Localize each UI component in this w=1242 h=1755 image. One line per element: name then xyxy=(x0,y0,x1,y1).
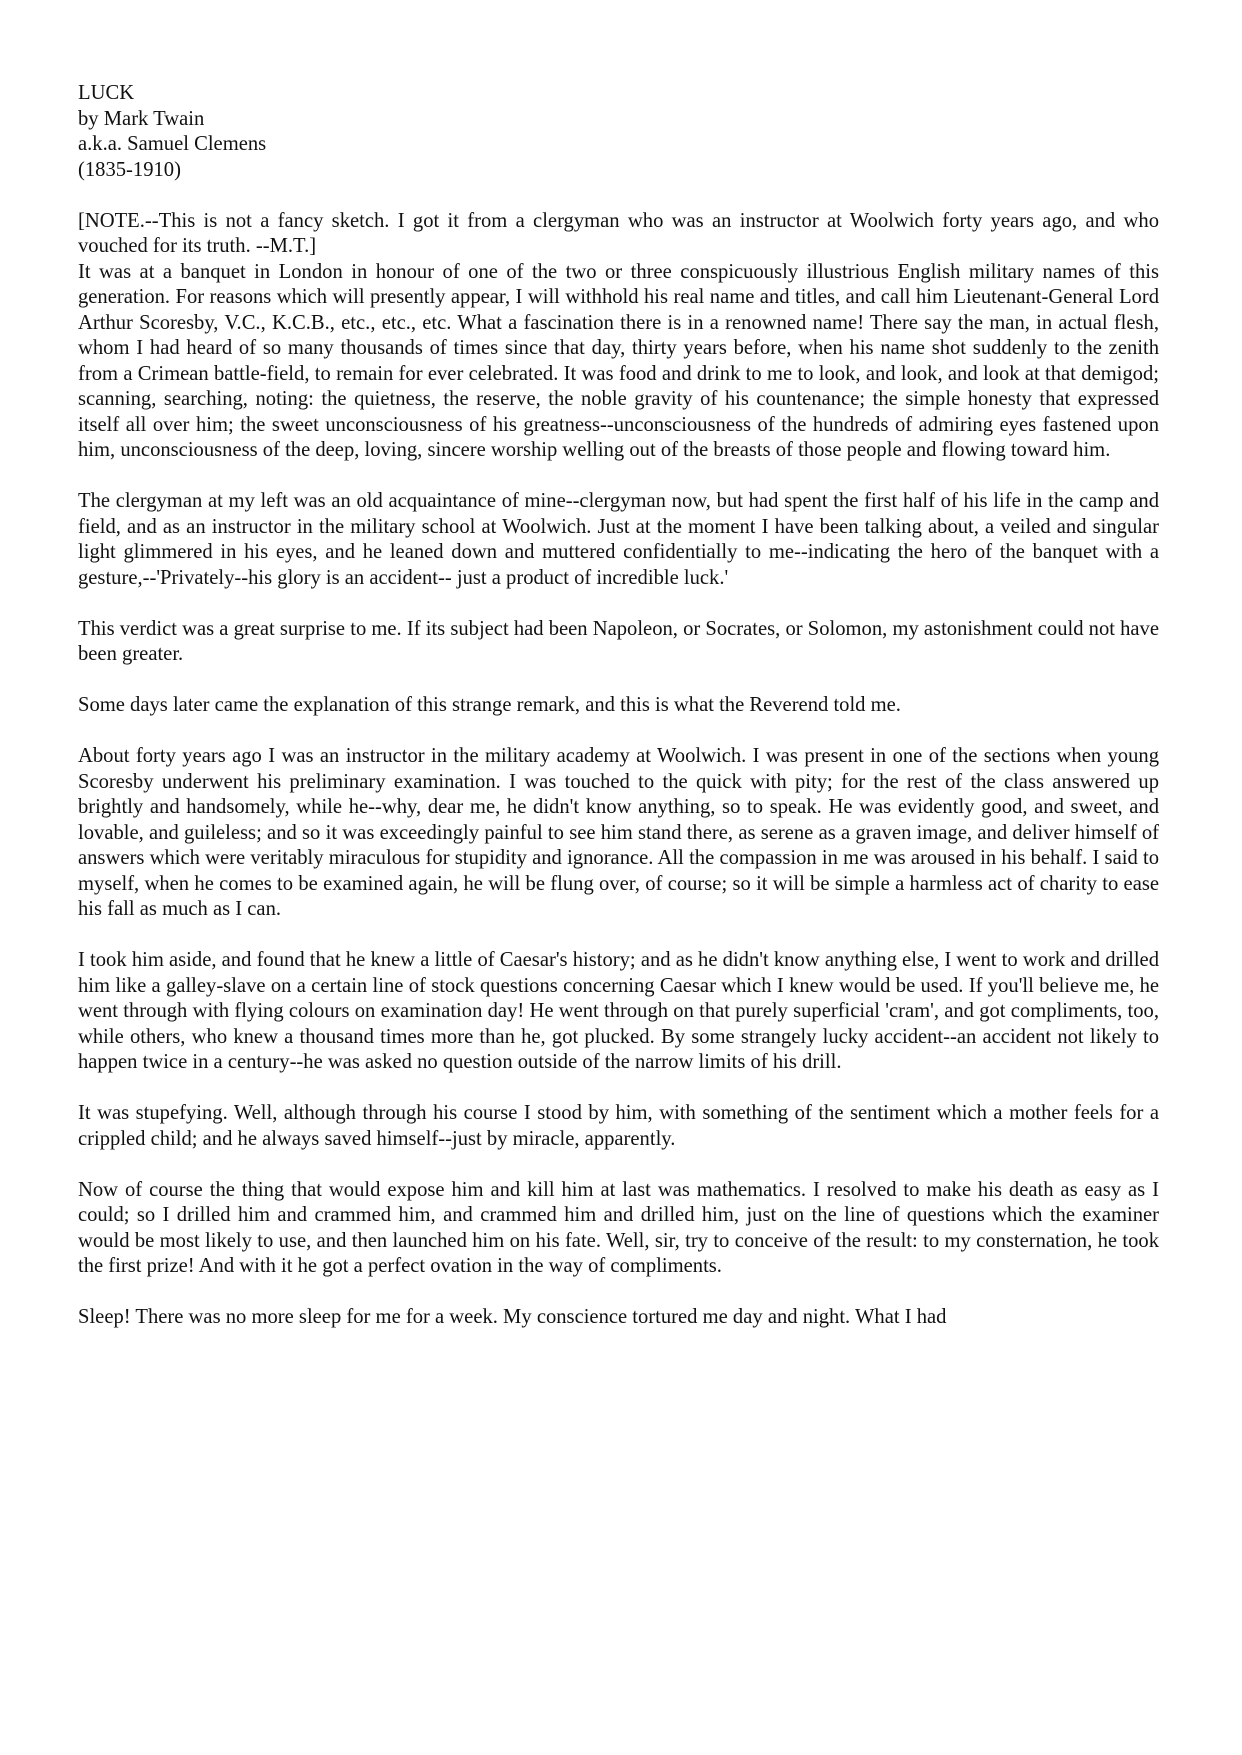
author-dates: (1835-1910) xyxy=(78,158,181,181)
paragraph: It was stupefying. Well, although through his course I stood by him, with something of the sentiment which a mother feels for a crippled child; and he always saved himself--just by miracle, apparently. xyxy=(78,1102,1159,1150)
paragraph: Some days later came the explanation of this strange remark, and this is what the Reverend told me. xyxy=(78,694,901,716)
paragraph: It was at a banquet in London in honour of one of the two or three conspicuously illustrious English military names of this generation. For reasons which will presently appear, I will withhold his real name and titles, and call him Lieutenant-General Lord Arthur Scoresby, V.C., K.C.B., etc., etc., etc. What a fascination there is in a renowned name! There say the man, in actual flesh, whom I had heard of so many thousands of times since that day, thirty years before, when his name shot suddenly to the zenith from a Crimean battle-field, to remain for ever celebrated. It was food and drink to me to look, and look, and look at that demigod; scanning, searching, noting: the quietness, the reserve, the noble gravity of his countenance; the simple honesty that expressed itself all over him; the sweet unconsciousness of his greatness--unconsciousness of the hundreds of admiring eyes fastened upon him, unconsciousness of the deep, loving, sincere worship welling out of the breasts of those people and flowing toward him. xyxy=(78,260,1159,461)
paragraph: Now of course the thing that would expose him and kill him at last was mathematics. I resolved to make his death as easy as I could; so I drilled him and crammed him, and crammed him and drilled him, just on the line of questions which the examiner would be most likely to use, and then launched him on his fate. Well, sir, try to conceive of the result: to my consternation, he took the first prize! And with it he got a perfect ovation in the way of compliments. xyxy=(78,1178,1159,1277)
author-byline: by Mark Twain xyxy=(78,107,205,130)
paragraph: About forty years ago I was an instructor in the military academy at Woolwich. I was present in one of the sections when young Scoresby underwent his preliminary examination. I was touched to the quick with pity; for the rest of the class answered up brightly and handsomely, while he--why, dear me, he didn't know anything, so to speak. He was evidently good, and sweet, and lovable, and guileless; and so it was exceedingly painful to see him stand there, as serene as a graven image, and deliver himself of answers which were veritably miraculous for stupidity and ignorance. All the compassion in me was aroused in his behalf. I said to myself, when he comes to be examined again, he will be flung over, of course; so it will be simple a harmless act of charity to ease his fall as much as I can. xyxy=(78,745,1159,920)
title-block xyxy=(78,81,1159,183)
paragraph: Sleep! There was no more sleep for me for a week. My conscience tortured me day and night. What I had xyxy=(78,1306,947,1328)
author-note: [NOTE.--This is not a fancy sketch. I got it from a clergyman who was an instructor at Woolwich forty years ago, and who vouched for its truth. --M.T.] xyxy=(78,209,1159,257)
document-page xyxy=(78,81,1159,1356)
paragraph: I took him aside, and found that he knew a little of Caesar's history; and as he didn't know anything else, I went to work and drilled him like a galley-slave on a certain line of stock questions concerning Caesar which I knew would be used. If you'll believe me, he went through with flying colours on examination day! He went through on that purely superficial 'cram', and got compliments, too, while others, who knew a thousand times more than he, got plucked. By some strangely lucky accident--an accident not likely to happen twice in a century--he was asked no question outside of the narrow limits of his drill. xyxy=(78,949,1159,1073)
paragraph: This verdict was a great surprise to me. If its subject had been Napoleon, or Socrates, or Solomon, my astonishment could not have been greater. xyxy=(78,617,1159,665)
author-aka: a.k.a. Samuel Clemens xyxy=(78,133,267,155)
paragraph: The clergyman at my left was an old acquaintance of mine--clergyman now, but had spent the first half of his life in the camp and field, and as an instructor in the military school at Woolwich. Just at the moment I have been talking about, a veiled and singular light glimmered in his eyes, and he leaned down and muttered confidentially to me--indicating the hero of the banquet with a gesture,--'Privately--his glory is an accident-- just a product of incredible luck.' xyxy=(78,490,1159,589)
story-title: LUCK xyxy=(78,82,135,104)
